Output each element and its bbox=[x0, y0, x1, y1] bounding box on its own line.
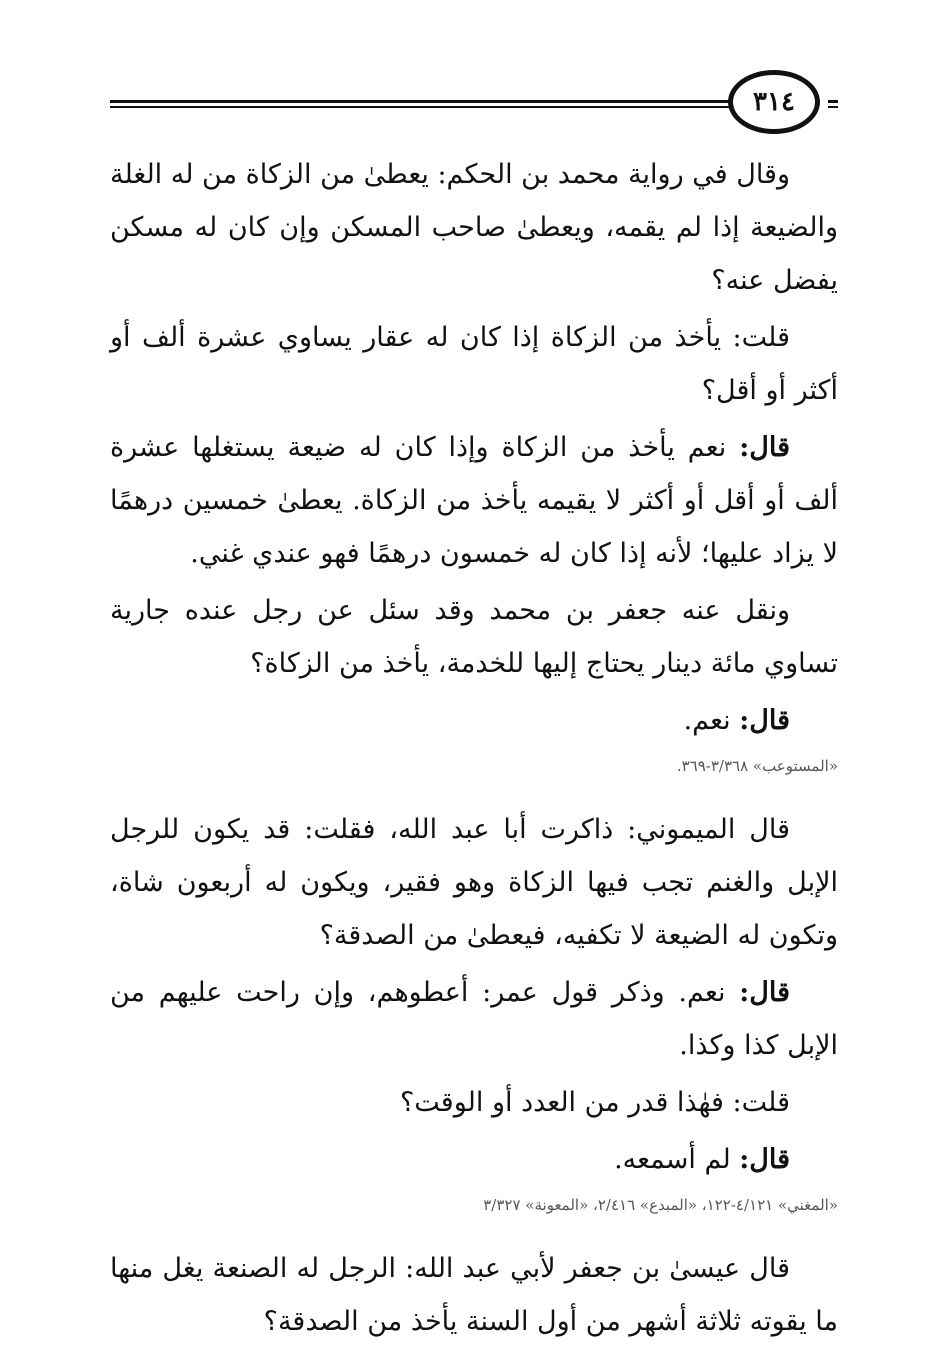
header-rule-top bbox=[110, 100, 730, 103]
paragraph bbox=[110, 421, 838, 580]
page-number-badge bbox=[728, 70, 820, 134]
paragraph bbox=[110, 1242, 838, 1348]
paragraph bbox=[110, 966, 838, 1072]
paragraph-text: لم أسمعه. bbox=[614, 1144, 731, 1175]
paragraph-text: وقال في رواية محمد بن الحكم: يعطىٰ من الزكاة من له الغلة والضيعة إذا لم يقمه، ويعطىٰ صاحب المسكن وإن كان له مسكن يفضل عنه؟ bbox=[110, 159, 838, 296]
speaker-label: قال: bbox=[739, 432, 790, 463]
paragraph-text: نعم يأخذ من الزكاة وإذا كان له ضيعة يستغلها عشرة ألف أو أقل أو أكثر لا يقيمه يأخذ من الزكاة. يعطىٰ خمسين درهمًا لا يزاد عليها؛ لأنه إذا كان له خمسون درهمًا فهو عندي غني. bbox=[110, 432, 838, 569]
paragraph bbox=[110, 1133, 838, 1186]
header-rule-right-top bbox=[828, 100, 838, 103]
paragraph bbox=[110, 803, 838, 962]
speaker-label: قال: bbox=[739, 705, 790, 736]
paragraph bbox=[110, 148, 838, 307]
paragraph bbox=[110, 311, 838, 417]
header-rule-right-bottom bbox=[828, 106, 838, 108]
paragraph-text: نعم. bbox=[683, 705, 731, 736]
paragraph-text: نعم. وذكر قول عمر: أعطوهم، وإن راحت عليهم من الإبل كذا وكذا. bbox=[110, 977, 838, 1061]
page-body bbox=[110, 148, 838, 1352]
paragraph bbox=[110, 584, 838, 690]
paragraph-text: قلت: يأخذ من الزكاة إذا كان له عقار يساوي عشرة ألف أو أكثر أو أقل؟ bbox=[110, 322, 838, 406]
speaker-label: قال: bbox=[739, 977, 790, 1008]
paragraph-text: قلت: فهٰذا قدر من العدد أو الوقت؟ bbox=[399, 1087, 790, 1118]
page-header bbox=[0, 0, 936, 140]
header-rule-bottom bbox=[110, 106, 730, 108]
source-citation: «المغني» ٤/١٢١-١٢٢، «المبدع» ٢/٤١٦، «المعونة» ٣/٣٢٧ bbox=[483, 1196, 838, 1214]
paragraph-text: قال عيسىٰ بن جعفر لأبي عبد الله: الرجل له الصنعة يغل منها ما يقوته ثلاثة أشهر من أول السنة يأخذ من الصدقة؟ bbox=[110, 1253, 838, 1337]
source-citation: «المستوعب» ٣/٣٦٨-٣٦٩. bbox=[676, 757, 838, 775]
paragraph-text: قال الميموني: ذاكرت أبا عبد الله، فقلت: قد يكون للرجل الإبل والغنم تجب فيها الزكاة وهو فقير، ويكون له أربعون شاة، وتكون له الضيعة لا تكفيه، فيعطىٰ من الصدقة؟ bbox=[110, 814, 838, 951]
paragraph bbox=[110, 1076, 838, 1129]
speaker-label: قال: bbox=[739, 1144, 790, 1175]
paragraph bbox=[110, 694, 838, 747]
page-number: ٣١٤ bbox=[753, 87, 795, 117]
paragraph-text: ونقل عنه جعفر بن محمد وقد سئل عن رجل عنده جارية تساوي مائة دينار يحتاج إليها للخدمة، يأخذ من الزكاة؟ bbox=[110, 595, 838, 679]
